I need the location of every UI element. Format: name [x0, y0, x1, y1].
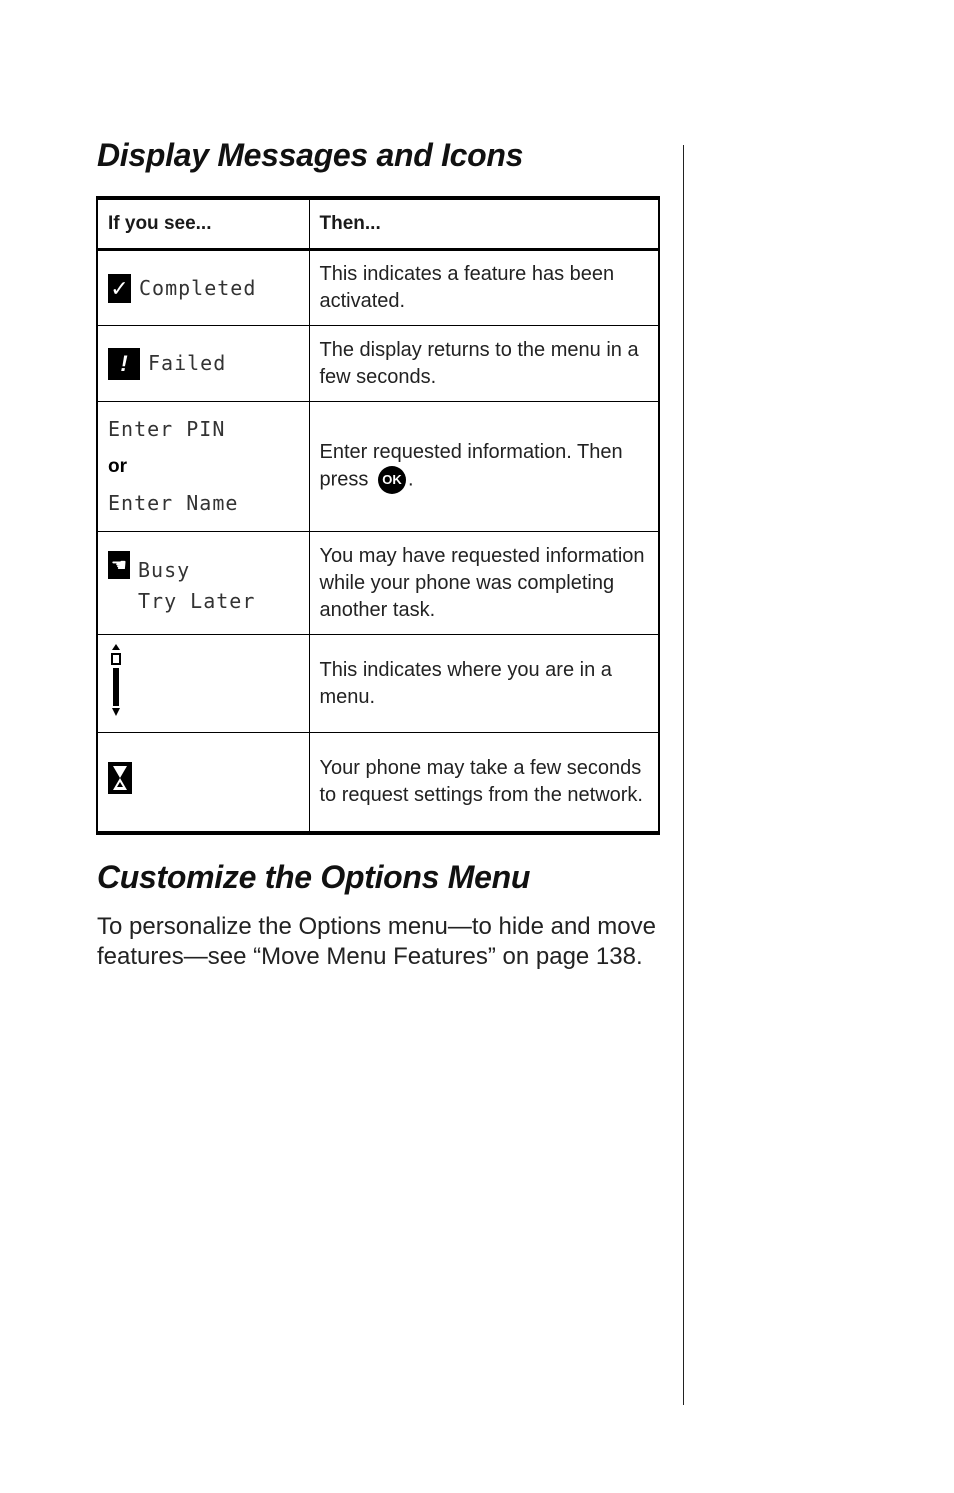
display-cell: [97, 532, 309, 635]
lcd-text-completed: Completed: [139, 275, 257, 300]
then-cell: [309, 402, 659, 532]
table-row: [97, 733, 659, 833]
ok-button-icon: OK: [378, 466, 406, 494]
table-row: [97, 532, 659, 635]
column-header-if-you-see: If you see...: [97, 198, 309, 250]
display-cell: [97, 250, 309, 326]
then-text-end: .: [407, 468, 414, 491]
section-title-display-messages: Display Messages and Icons: [97, 137, 524, 173]
then-cell: Your phone may take a few seconds to request settings from the network.: [309, 733, 659, 833]
lcd-text-enter-pin: Enter PIN: [108, 417, 226, 441]
display-messages-table: [96, 196, 660, 835]
table-row: [97, 250, 659, 326]
table-row: [97, 326, 659, 402]
then-cell: You may have requested information while your phone was completing another task.: [309, 532, 659, 635]
table-row: [97, 402, 659, 532]
display-cell: [97, 326, 309, 402]
body-paragraph: To personalize the Options menu—to hide and move features—see “Move Menu Features” on page 138.: [97, 913, 656, 970]
display-cell: [97, 733, 309, 833]
lcd-text-failed: Failed: [148, 351, 227, 375]
display-cell: [97, 402, 309, 532]
table-header-row: [97, 198, 659, 250]
or-label: or: [108, 456, 127, 477]
menu-scroll-indicator-icon: [108, 644, 124, 716]
page-divider-line: [683, 145, 684, 1405]
display-cell: [97, 635, 309, 733]
lcd-text-enter-name: Enter Name: [108, 491, 239, 515]
checkmark-icon: ✓: [108, 274, 131, 303]
exclamation-icon: !: [108, 348, 140, 380]
pointing-hand-icon: ☚: [108, 551, 130, 579]
then-cell: This indicates where you are in a menu.: [309, 635, 659, 733]
lcd-text-try-later: Try Later: [138, 589, 256, 613]
section-title-customize-options-menu: Customize the Options Menu: [97, 859, 531, 895]
then-text: Enter requested information. Then press: [319, 441, 623, 491]
column-header-then: Then...: [309, 198, 659, 250]
then-cell: This indicates a feature has been activated.: [309, 250, 659, 326]
lcd-text-busy: Busy: [138, 558, 191, 582]
then-cell: The display returns to the menu in a few seconds.: [309, 326, 659, 402]
table-row: [97, 635, 659, 733]
hourglass-icon: [108, 762, 132, 794]
